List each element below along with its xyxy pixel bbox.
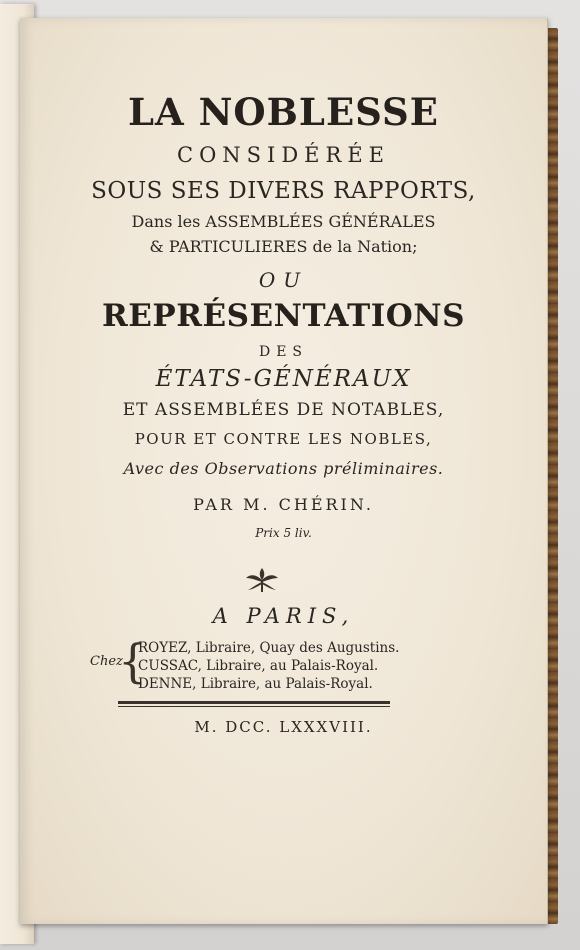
title-line-des: DES (258, 344, 309, 360)
title-line-1: LA NOBLESSE (128, 90, 439, 134)
brace-icon: { (118, 634, 148, 688)
fleuron-icon (242, 564, 282, 594)
title-line-notables: ET ASSEMBLÉES DE NOTABLES, (122, 400, 445, 420)
title-line-3: SOUS SES DIVERS RAPPORTS, (91, 178, 476, 204)
imprint-chez: Chez (90, 654, 123, 669)
title-page (20, 18, 548, 924)
price-line: Prix 5 liv. (255, 526, 312, 540)
title-line-2: CONSIDÉRÉE (177, 143, 390, 167)
title-line-ou: OU (258, 268, 309, 292)
seller-cussac: CUSSAC, Libraire, au Palais-Royal. (138, 658, 379, 674)
title-line-observations: Avec des Observations préliminaires. (123, 459, 444, 478)
imprint-year: M. DCC. LXXXVIII. (194, 718, 373, 736)
author-line: PAR M. CHÉRIN. (193, 495, 374, 514)
double-rule-thin (118, 706, 390, 707)
seller-royez: ROYEZ, Libraire, Quay des Augustins. (138, 640, 400, 656)
title-line-pour-contre: POUR ET CONTRE LES NOBLES, (134, 430, 433, 448)
double-rule-thick (118, 701, 390, 704)
title-line-etats-generaux: ÉTATS-GÉNÉRAUX (155, 366, 412, 392)
title-line-4: Dans les ASSEMBLÉES GÉNÉRALES (131, 212, 436, 231)
title-line-representations: REPRÉSENTATIONS (102, 298, 465, 334)
title-line-5: & PARTICULIERES de la Nation; (149, 237, 418, 256)
imprint-city: A PARIS, (212, 604, 355, 628)
seller-denne: DENNE, Libraire, au Palais-Royal. (138, 676, 373, 692)
